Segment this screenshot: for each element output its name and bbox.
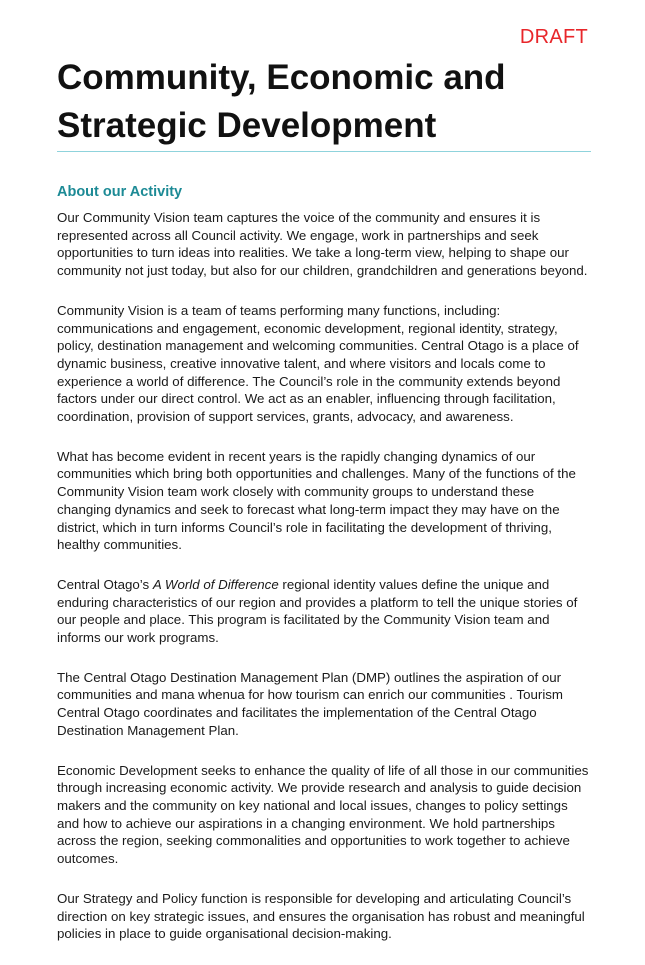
page-title-line-2: Strategic Development [57, 106, 437, 145]
paragraph-regional-identity-rest: regional identity values define the unique and enduring characteristics of our region and provides a platform to tell the unique stories of our people and place. This program is facilitated by the Community Vision team and informs our work programs. [57, 576, 578, 646]
paragraph-regional-identity-italic: A World of Difference [152, 576, 279, 592]
body-text [57, 209, 589, 965]
title-divider [57, 151, 591, 152]
paragraph-regional-identity-lead: Central Otago’s [57, 576, 153, 592]
paragraph-economic-development: Economic Development seeks to enhance the quality of life of all those in our communities through increasing economic activity. We provide research and analysis to guide decision makers and the community on key national and local issues, changes to policy settings and how to achieve our aspirations in a changing environment. We hold partnerships across the region, seeking commonalities and opportunities to work together to achieve outcomes. [57, 762, 589, 867]
page-title [57, 54, 597, 150]
paragraph-team-of-teams: Community Vision is a team of teams performing many functions, including: communications and engagement, economic development, regional identity, strategy, policy, destination management and welcoming communities. Central Otago is a place of dynamic business, creative innovative talent, and where visitors and locals come to experience a world of difference. The Council’s role in the community extends beyond factors under our direct control. We act as an enabler, influencing through facilitation, coordination, provision of support services, grants, advocacy, and awareness. [57, 302, 579, 425]
draft-label: DRAFT [519, 26, 588, 48]
paragraph-community-vision: Our Community Vision team captures the voice of the community and ensures it is represented across all Council activity. We engage, work in partnerships and seek opportunities to turn ideas into realities. We take a long-term view, helping to shape our community not just today, but also for our children, grandchildren and generations beyond. [57, 210, 588, 279]
section-heading: About our Activity [57, 184, 183, 200]
paragraph-regional-identity [57, 576, 589, 647]
paragraph-strategy-policy: Our Strategy and Policy function is responsible for developing and articulating Council’s direction on key strategic issues, and ensures the organisation has robust and meaningful policies in place to guide organisational decision-making. [57, 890, 585, 942]
page-title-line-1: Community, Economic and [57, 58, 506, 97]
paragraph-destination-management: The Central Otago Destination Management Plan (DMP) outlines the aspiration of our communities and mana whenua for how tourism can enrich our communities . Tourism Central Otago coordinates and facilitates the implementation of the Central Otago Destination Management Plan. [57, 669, 563, 738]
paragraph-changing-dynamics: What has become evident in recent years is the rapidly changing dynamics of our communities which bring both opportunities and challenges. Many of the functions of the Community Vision team work closely with community groups to understand these changing dynamics and seek to forecast what long-term impact they may have on the district, which in turn informs Council’s role in facilitating the development of thriving, healthy communities. [57, 448, 576, 553]
